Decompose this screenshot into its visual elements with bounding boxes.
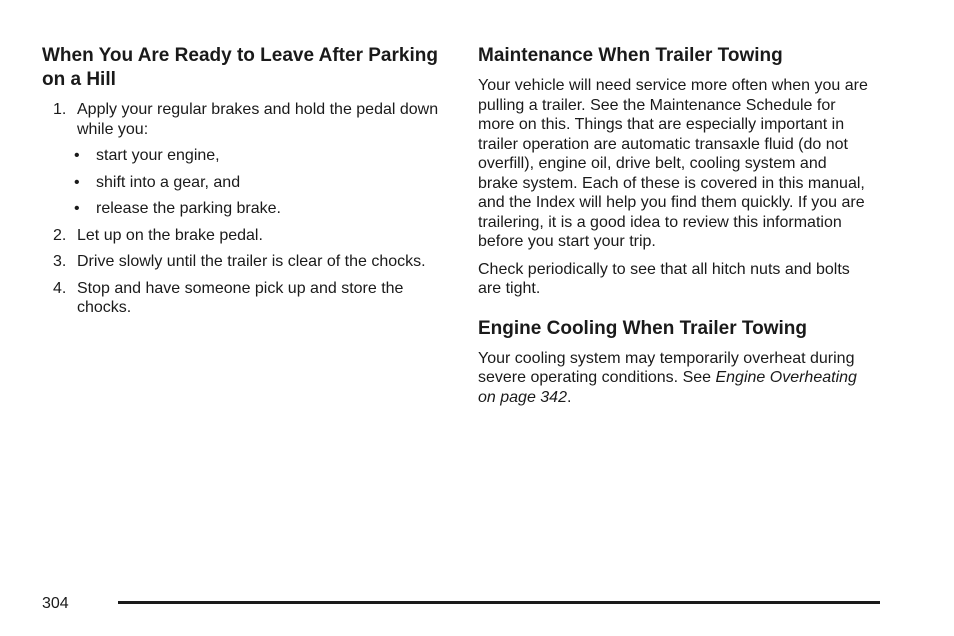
engine-cooling-text: Your cooling system may temporarily overheat during severe operating conditions. See [478,349,855,386]
section-heading-leave-parking: When You Are Ready to Leave After Parking on a Hill [42,45,438,90]
maintenance-paragraph: Your vehicle will need service more often when you are pulling a trailer. See the Maintenance Schedule for more on this. Things that are especially important in trailer operation are automatic transaxle fluid (do not overfill), engine oil, drive belt, cooling system and brake system. Each of these is covered in this manual, and the Index will help you find them quickly. If you are trailering, it is a good idea to review this information before you start your trip. [478,77,868,250]
hitch-check-paragraph: Check periodically to see that all hitch nuts and bolts are tight. [478,260,850,297]
step-text: Drive slowly until the trailer is clear of the chocks. [77,253,426,270]
bullet-item [74,199,452,219]
step-number: 4. [53,279,67,297]
step-item [42,279,452,318]
left-column [42,44,452,325]
bullet-icon: • [74,147,80,164]
step-text: Let up on the brake pedal. [77,226,263,244]
step-item [42,226,452,246]
bullet-item [74,146,452,166]
cross-reference-link: Engine Overheating on page 342 [478,369,857,406]
bullet-icon: • [74,200,80,217]
step-item [42,252,452,272]
engine-cooling-paragraph [478,349,868,408]
step-item [42,100,452,219]
bullet-text: release the parking brake. [96,200,281,217]
bullet-icon: • [74,173,80,191]
step-number: 3. [53,253,67,270]
bullet-text: start your engine, [96,147,220,164]
page-number: 304 [42,595,69,612]
bullet-item [74,173,452,193]
section-heading-maintenance: Maintenance When Trailer Towing [478,45,783,66]
section-heading-engine-cooling: Engine Cooling When Trailer Towing [478,317,807,339]
step-number: 1. [53,101,67,118]
substeps-list [74,146,452,219]
bullet-text: shift into a gear, and [96,173,241,191]
step-text: Stop and have someone pick up and store the chocks. [77,279,404,316]
engine-cooling-text-end: . [566,388,572,406]
step-text: Apply your regular brakes and hold the pedal down while you: [77,101,439,138]
steps-list [42,100,452,318]
footer-rule [118,601,880,604]
step-number: 2. [53,226,67,244]
right-column [478,44,868,415]
